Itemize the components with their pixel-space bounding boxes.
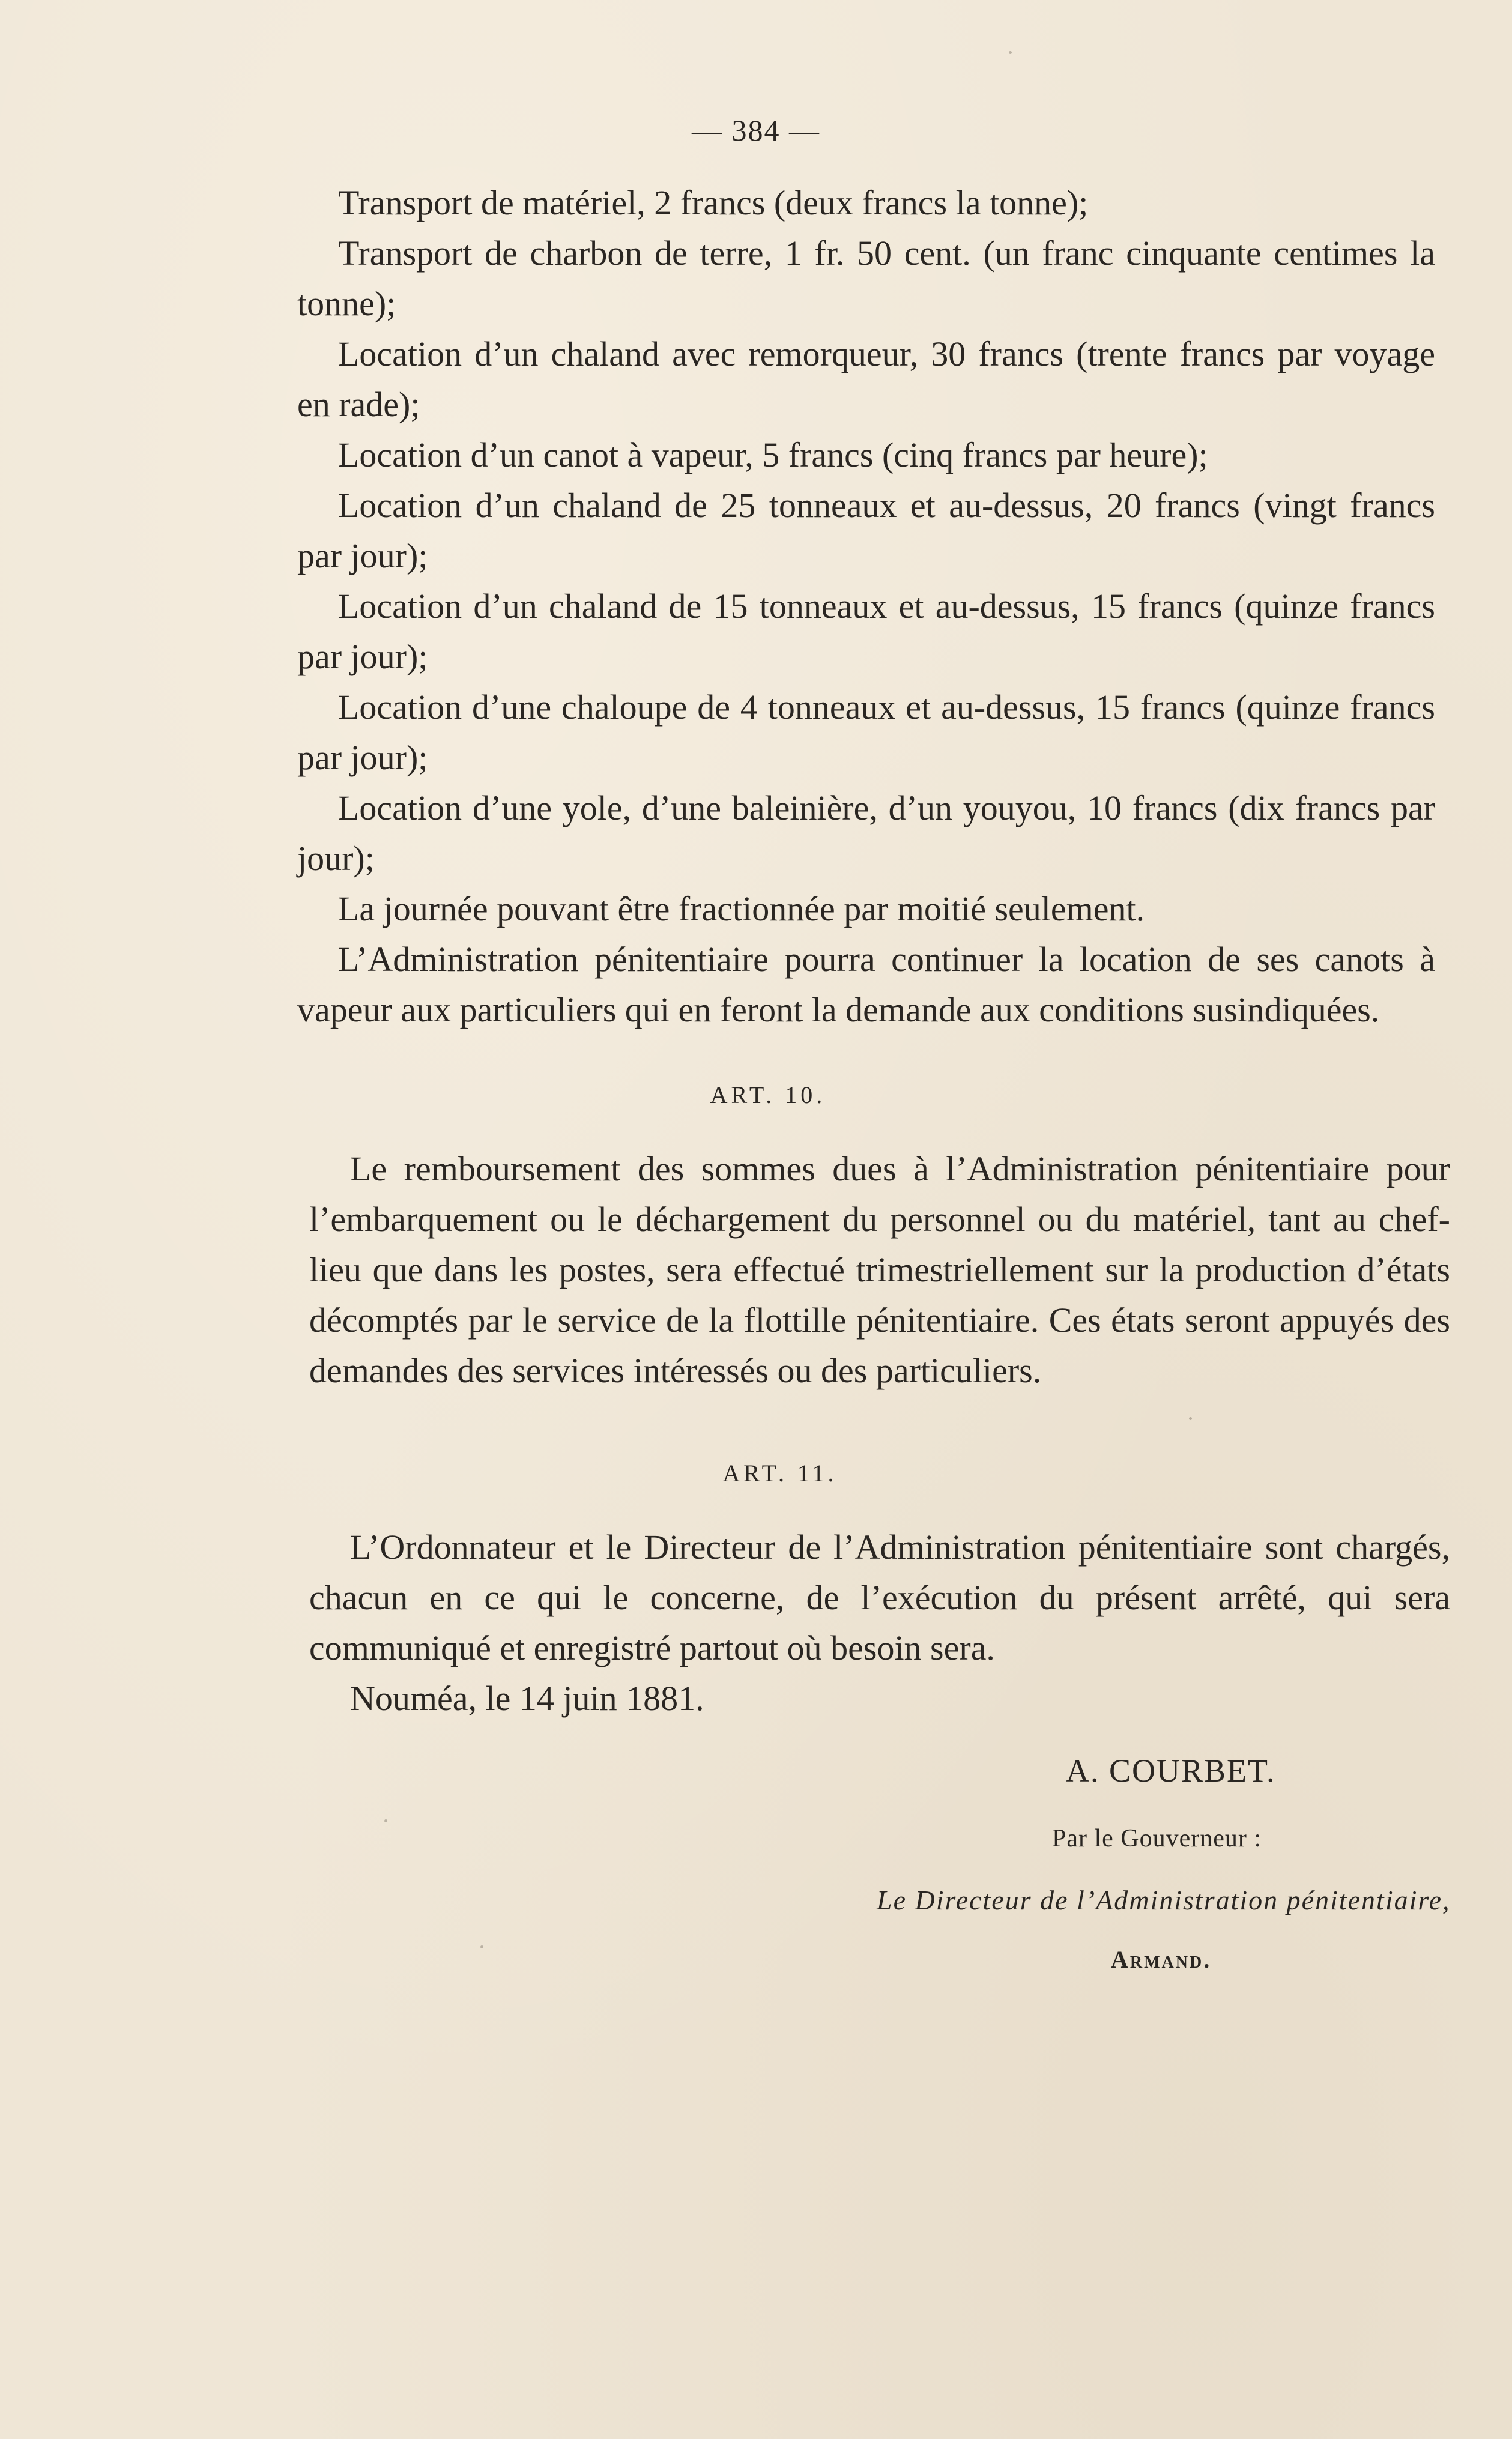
signature-par: Par le Gouverneur : (1052, 1825, 1262, 1852)
article-10-body (309, 1144, 1450, 1396)
page-number: — 384 — (692, 113, 820, 147)
article-10-heading: ART. 10. (710, 1081, 826, 1108)
paragraph: Location d’un chaland de 15 tonneaux et au-dessus, 15 francs (quinze francs par jour); (297, 587, 1435, 676)
article-11-body (309, 1522, 1450, 1724)
paragraph: Location d’une chaloupe de 4 tonneaux et au-dessus, 15 francs (quinze francs par jour); (297, 688, 1435, 777)
paper-speck (384, 1819, 387, 1822)
date-line: Nouméa, le 14 juin 1881. (350, 1679, 704, 1718)
paper-speck (1189, 1417, 1192, 1420)
paragraph: Location d’un chaland avec remorqueur, 30 francs (trente francs par voyage en rade); (297, 334, 1435, 424)
paper-speck (480, 1945, 483, 1948)
paragraph: La journée pouvant être fractionnée par moitié seulement. (338, 889, 1145, 928)
paragraph: Transport de charbon de terre, 1 fr. 50 cent. (un franc cinquante centimes la tonne); (297, 234, 1435, 323)
signature-signer: Armand. (1111, 1946, 1212, 1973)
article-11-heading: ART. 11. (722, 1460, 838, 1487)
paragraph: Location d’un canot à vapeur, 5 francs (cinq francs par heure); (338, 435, 1208, 474)
paragraph: Location d’un chaland de 25 tonneaux et au-dessus, 20 francs (vingt francs par jour); (297, 486, 1435, 575)
paragraph: Transport de matériel, 2 francs (deux francs la tonne); (338, 183, 1089, 222)
paragraph: L’Ordonnateur et le Directeur de l’Administration pénitentiaire sont chargés, chacun en ce qui le concerne, de l’exécution du présent arrêté, qui sera communiqué et enregistré partout où besoin sera. (309, 1528, 1450, 1667)
signature-title: Le Directeur de l’Administration pénitentiaire, (877, 1885, 1451, 1915)
paper-speck (1009, 51, 1012, 54)
paragraph: Location d’une yole, d’une baleinière, d’un youyou, 10 francs (dix francs par jour); (297, 788, 1435, 878)
paragraph: Le remboursement des sommes dues à l’Administration pénitentiaire pour l’embarquement ou le déchargement du personnel ou du matériel, tant au chef-lieu que dans les postes, sera effectué trimestriellement sur la production d’états décomptés par le service de la flottille pénitentiaire. Ces états seront appuyés des demandes des services intéressés ou des particuliers. (309, 1149, 1450, 1390)
tariff-list (297, 178, 1435, 1035)
paragraph: L’Administration pénitentiaire pourra continuer la location de ses canots à vapeur aux particuliers qui en feront la demande aux conditions susindiquées. (297, 940, 1435, 1029)
signature-name: A. COURBET. (1066, 1753, 1276, 1789)
